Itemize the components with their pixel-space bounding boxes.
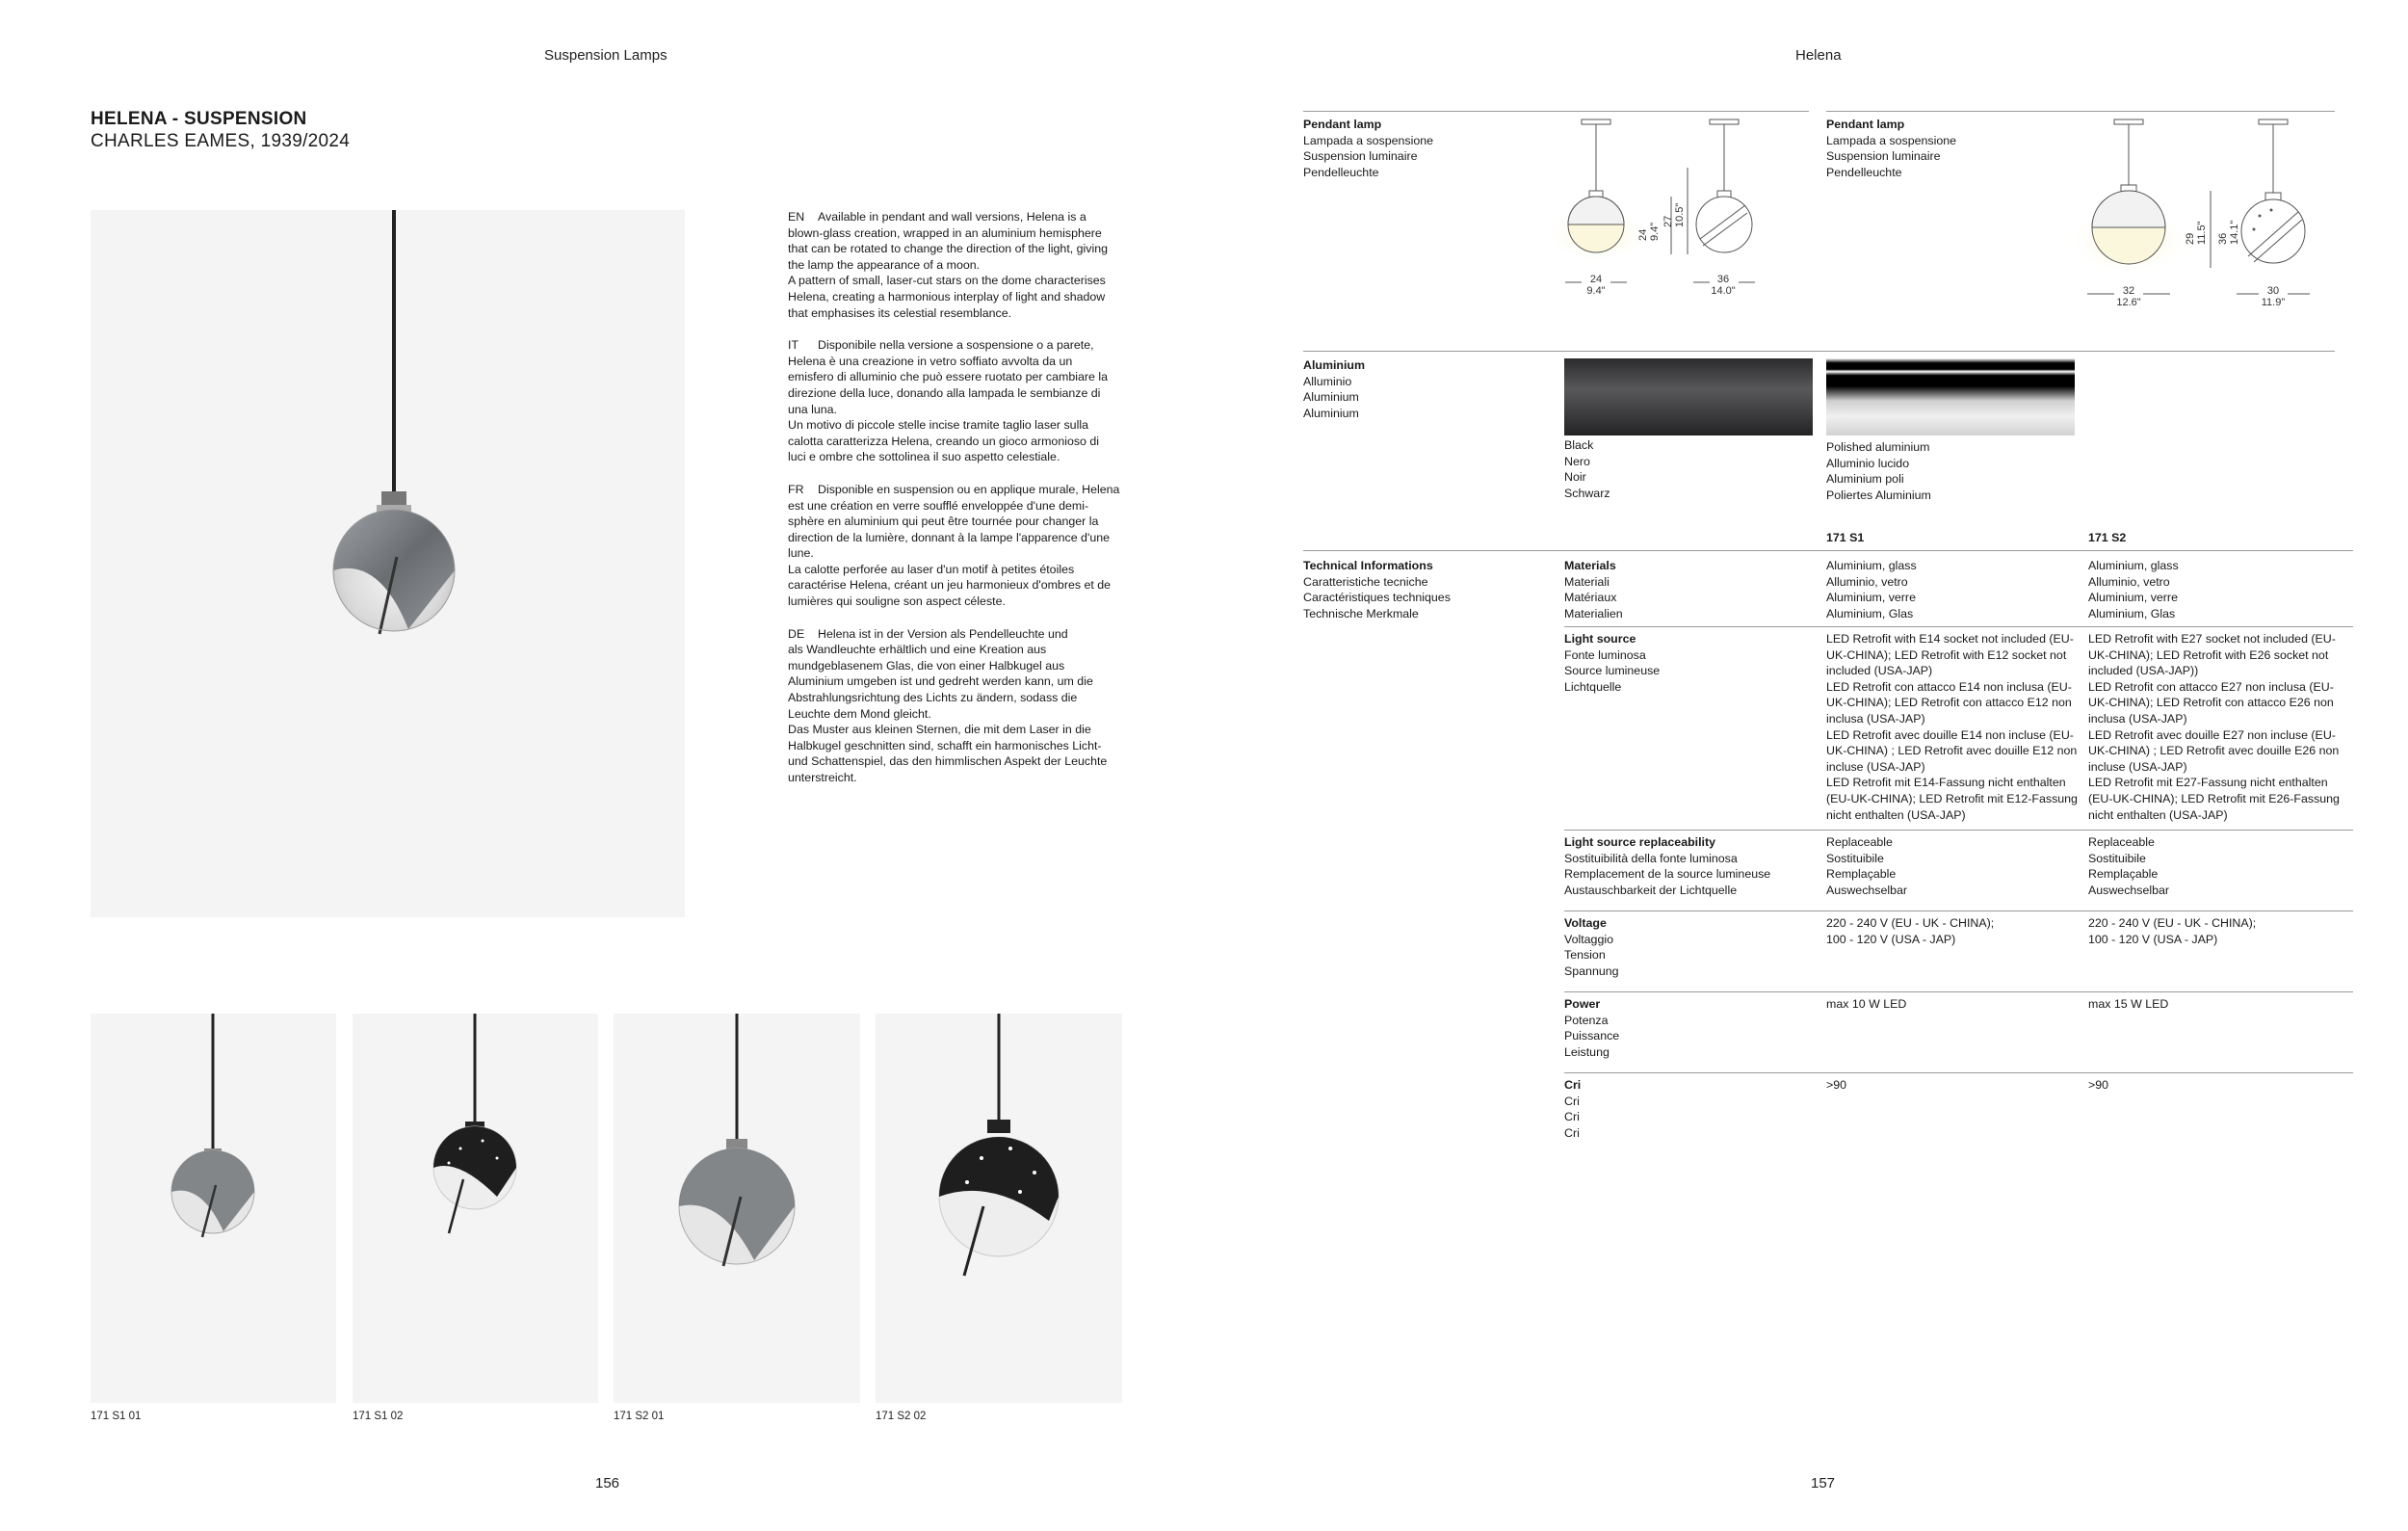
tech-cell-s2: LED Retrofit with E27 socket not included (EU- UK-CHINA); LED Retrofit with E26 socket not included (USA-JAP)) LED Retrofit con attacco E27 non inclusa (EU- UK-CHINA); LED Retrofit con attacco E26 non inclusa (USA-JAP) LED Retrofit avec douille E27 non incluse (EU- UK-CHINA) ; LED Retrofit avec douille E26 non incluse (USA-JAP) LED Retrofit mit E27-Fassung nicht enthalten (EU-UK-CHINA); LED Retrofit mit E26-Fassung nicht enthalten (USA-JAP) (2088, 632, 2340, 822)
dim-height-s1: 24 9.4" (1637, 222, 1661, 241)
tech-cell-s2: >90 (2088, 1078, 2109, 1092)
thumbnail-caption: 171 S1 01 (91, 1411, 142, 1422)
product-title: HELENA - SUSPENSION (91, 109, 307, 129)
dim-height2-s2: 36 14.1" (2217, 220, 2240, 245)
column-header-171-s1: 171 S1 (1826, 531, 1865, 544)
tech-cell-s1: LED Retrofit with E14 socket not included (EU- UK-CHINA); LED Retrofit with E12 socket not included (USA-JAP) LED Retrofit con attacco E14 non inclusa (EU- UK-CHINA); LED Retrofit con attacco E12 non inclusa (USA-JAP) LED Retrofit avec douille E14 non incluse (EU- UK-CHINA) ; LED Retrofit avec douille E12 non incluse (USA-JAP) LED Retrofit mit E14-Fassung nicht enthalten (EU-UK-CHINA); LED Retrofit mit E12-Fassung nicht enthalten (USA-JAP) (1826, 632, 2078, 822)
pendant-label-s1: Pendant lamp Lampada a sospensione Suspension luminaire Pendelleuchte (1303, 118, 1434, 179)
divider (1303, 550, 2353, 551)
polished-finish-swatch[interactable] (1826, 358, 2075, 436)
divider (1303, 351, 2335, 352)
thumbnail-caption: 171 S2 02 (876, 1411, 927, 1422)
dim-height2-s1: 27 10.5" (1662, 202, 1686, 227)
tech-cell-s1: Aluminium, glass Alluminio, vetro Aluminium, verre Aluminium, Glas (1826, 559, 1917, 620)
finish-black-label: Black Nero Noir Schwarz (1564, 438, 1610, 500)
page-number-left: 156 (595, 1475, 620, 1491)
tech-cell-s1: 220 - 240 V (EU - UK - CHINA); 100 - 120 V (USA - JAP) (1826, 916, 1995, 946)
dim-width2-s1: 36 14.0" (1711, 274, 1736, 297)
divider (1564, 1072, 2353, 1073)
dim-width-s1: 24 9.4" (1586, 274, 1606, 297)
tech-cell-s2: 220 - 240 V (EU - UK - CHINA); 100 - 120 V (USA - JAP) (2088, 916, 2257, 946)
tech-row-label: Materials Materiali Matériaux Materialien (1564, 559, 1623, 620)
divider (1826, 111, 2335, 112)
divider (1564, 830, 2353, 831)
tech-cell-s1: max 10 W LED (1826, 997, 1907, 1011)
tech-cell-s2: max 15 W LED (2088, 997, 2169, 1011)
lamp-thumbnail-icon (353, 1014, 598, 1403)
tech-heading: Technical Informations Caratteristiche tecniche Caractéristiques techniques Technische Merkmale (1303, 559, 1451, 620)
thumbnail-171-s2-01[interactable] (614, 1014, 860, 1403)
technical-drawing-s2 (2061, 114, 2341, 321)
tech-cell-s2: Replaceable Sostituibile Remplaçable Auswechselbar (2088, 835, 2170, 897)
thumbnail-171-s1-01[interactable] (91, 1014, 336, 1403)
description-paragraph: FR Disponible en suspension ou en applique murale, Helena est une création en verre soufflé enveloppée d'une demi- sphère en aluminium qui peut être tournée pour changer la direction de la lumière, donnant à la lampe l'apparence d'une lune. La calotte perforée au laser d'un motif à petites étoiles caractérise Helena, créant un jeu harmonieux d'ombres et de lumières qui souligne son aspect céleste. (788, 482, 1120, 609)
divider (1564, 626, 2353, 627)
running-header-left: Suspension Lamps (544, 47, 667, 64)
description-paragraph: IT Disponibile nella versione a sospensione o a parete, Helena è una creazione in vetro soffiato avvolta da un emisfero di alluminio che può essere ruotato per cambiare la direzione della luce, donando alla lampada le sembianze di una luna. Un motivo di piccole stelle incise tramite taglio laser sulla calotta caratterizza Helena, creando un gioco armonioso di luci e ombre che sottolinea il suo aspetto celestiale. (788, 338, 1108, 464)
product-designer: CHARLES EAMES, 1939/2024 (91, 131, 351, 151)
running-header-right: Helena (1795, 47, 1842, 64)
tech-cell-s1: Replaceable Sostituibile Remplaçable Auswechselbar (1826, 835, 1908, 897)
description-paragraph: EN Available in pendant and wall versions, Helena is a blown-glass creation, wrapped in an aluminium hemisphere that can be rotated to change the direction of the light, giving the lamp the appearance of a moon. A pattern of small, laser-cut stars on the dome characterises Helena, creating a harmonious interplay of light and shadow that emphasises its celestial resemblance. (788, 210, 1109, 320)
tech-cell-s2: Aluminium, glass Alluminio, vetro Aluminium, verre Aluminium, Glas (2088, 559, 2179, 620)
tech-row-label: Cri Cri Cri Cri (1564, 1078, 1582, 1140)
divider (1303, 111, 1809, 112)
thumbnail-caption: 171 S2 01 (614, 1411, 665, 1422)
black-finish-swatch[interactable] (1564, 358, 1813, 436)
tech-cell-s1: >90 (1826, 1078, 1847, 1092)
tech-row-label: Light source Fonte luminosa Source lumineuse Lichtquelle (1564, 632, 1661, 694)
tech-row-label: Light source replaceability Sostituibilità della fonte luminosa Remplacement de la source lumineuse Austauschbarkeit der Lichtquelle (1564, 835, 1771, 897)
dim-height-s2: 29 11.5" (2185, 221, 2208, 245)
language-code: EN (788, 210, 805, 224)
dim-width-s2: 32 12.6" (2116, 285, 2141, 308)
finish-polished-label: Polished aluminium Alluminio lucido Aluminium poli Poliertes Aluminium (1826, 440, 1931, 502)
tech-row-label: Voltage Voltaggio Tension Spannung (1564, 916, 1619, 978)
language-code: DE (788, 626, 805, 641)
lamp-thumbnail-icon (876, 1014, 1122, 1403)
pendant-lamp-illustration (91, 210, 685, 917)
divider (1564, 991, 2353, 992)
lamp-thumbnail-icon (614, 1014, 860, 1403)
thumbnail-171-s1-02[interactable] (353, 1014, 598, 1403)
tech-row-label: Power Potenza Puissance Leistung (1564, 997, 1620, 1059)
language-code: FR (788, 482, 804, 496)
product-description (788, 209, 1120, 803)
thumbnail-171-s2-02[interactable] (876, 1014, 1122, 1403)
page-number-right: 157 (1811, 1475, 1836, 1491)
main-product-photo (91, 210, 685, 917)
language-code: IT (788, 338, 799, 353)
dim-width2-s2: 30 11.9" (2261, 285, 2286, 308)
thumbnail-caption: 171 S1 02 (353, 1411, 404, 1422)
column-header-171-s2: 171 S2 (2088, 531, 2127, 544)
lamp-thumbnail-icon (91, 1014, 336, 1403)
description-paragraph: DE Helena ist in der Version als Pendelleuchte und als Wandleuchte erhältlich und eine Kreation aus mundgeblasenem Glas, die von einer Halbkugel aus Aluminium umgeben ist und gedreht werden kann, um die Abstrahlungsrichtung des Lichts zu ändern, sodass die Leuchte dem Mond gleicht. Das Muster aus kleinen Sternen, die mit dem Laser in die Halbkugel geschnitten sind, schafft ein harmonisches Licht- und Schattenspiel, das den himmlischen Aspekt der Leuchte unterstreicht. (788, 626, 1108, 784)
finish-heading: Aluminium Alluminio Aluminium Aluminium (1303, 358, 1366, 420)
pendant-label-s2: Pendant lamp Lampada a sospensione Suspension luminaire Pendelleuchte (1826, 118, 1957, 179)
